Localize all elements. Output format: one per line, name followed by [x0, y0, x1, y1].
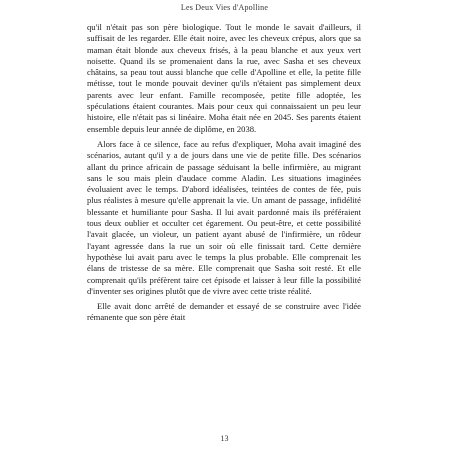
- paragraph-1: qu'il n'était pas son père biologique. Tout le monde le savait d'ailleurs, il suffisait de les regarder. Elle était noire, avec les cheveux crépus, alors que sa maman était blonde aux cheveux frisés, à la peau blanche et aux yeux vert noisette. Quand ils se promenaient dans la rue, avec Sasha et ses cheveux châtains, sa peau tout aussi blanche que celle d'Apolline et elle, la petite fille métisse, tout le monde pouvait deviner qu'ils n'étaient pas simplement deux parents avec leur enfant. Famille recomposée, petite fille adoptée, les spéculations étaient courantes. Mais pour ceux qui connaissaient un peu leur histoire, elle n'était pas si linéaire. Moha était née en 2045. Ses parents étaient ensemble depuis leur année de diplôme, en 2038.: [87, 22, 361, 134]
- page-body: [87, 22, 361, 328]
- paragraph-2: Alors face à ce silence, face au refus d'expliquer, Moha avait imaginé des scénarios, autant qu'il y a de jours dans une vie de petite fille. Des scénarios allant du prince africain de passage séduisant la belle infirmière, au migrant sans le sou mais plein d'audace comme Aladin. Les situations imaginées évoluaient avec le temps. D'abord idéalisées, teintées de contes de fée, puis plus réalistes à mesure qu'elle apprenait la vie. Un amant de passage, infidélité blessante et humiliante pour Sasha. Il lui avait pardonné mais ils préféraient tous deux oublier et occulter cet égarement. Ou peut-être, et cette possibilité l'avait glacée, un violeur, un patient ayant abusé de l'infirmière, un rôdeur l'ayant agressée dans la rue un soir où elle finissait tard. Cette dernière hypothèse lui avait paru avec le temps la plus probable. Elle comprenait les élans de tristesse de sa mère. Elle comprenait que Sasha soit resté. Et elle comprenait qu'ils préfèrent taire cet épisode et laisser à leur fille la possibilité d'inventer ses origines plutôt que de vivre avec cette triste réalité.: [87, 138, 361, 296]
- paragraph-3: Elle avait donc arrêté de demander et essayé de se construire avec l'idée rémanente que son père était: [87, 301, 361, 323]
- running-header: Les Deux Vies d'Apolline: [180, 3, 269, 12]
- page-number: 13: [220, 434, 229, 443]
